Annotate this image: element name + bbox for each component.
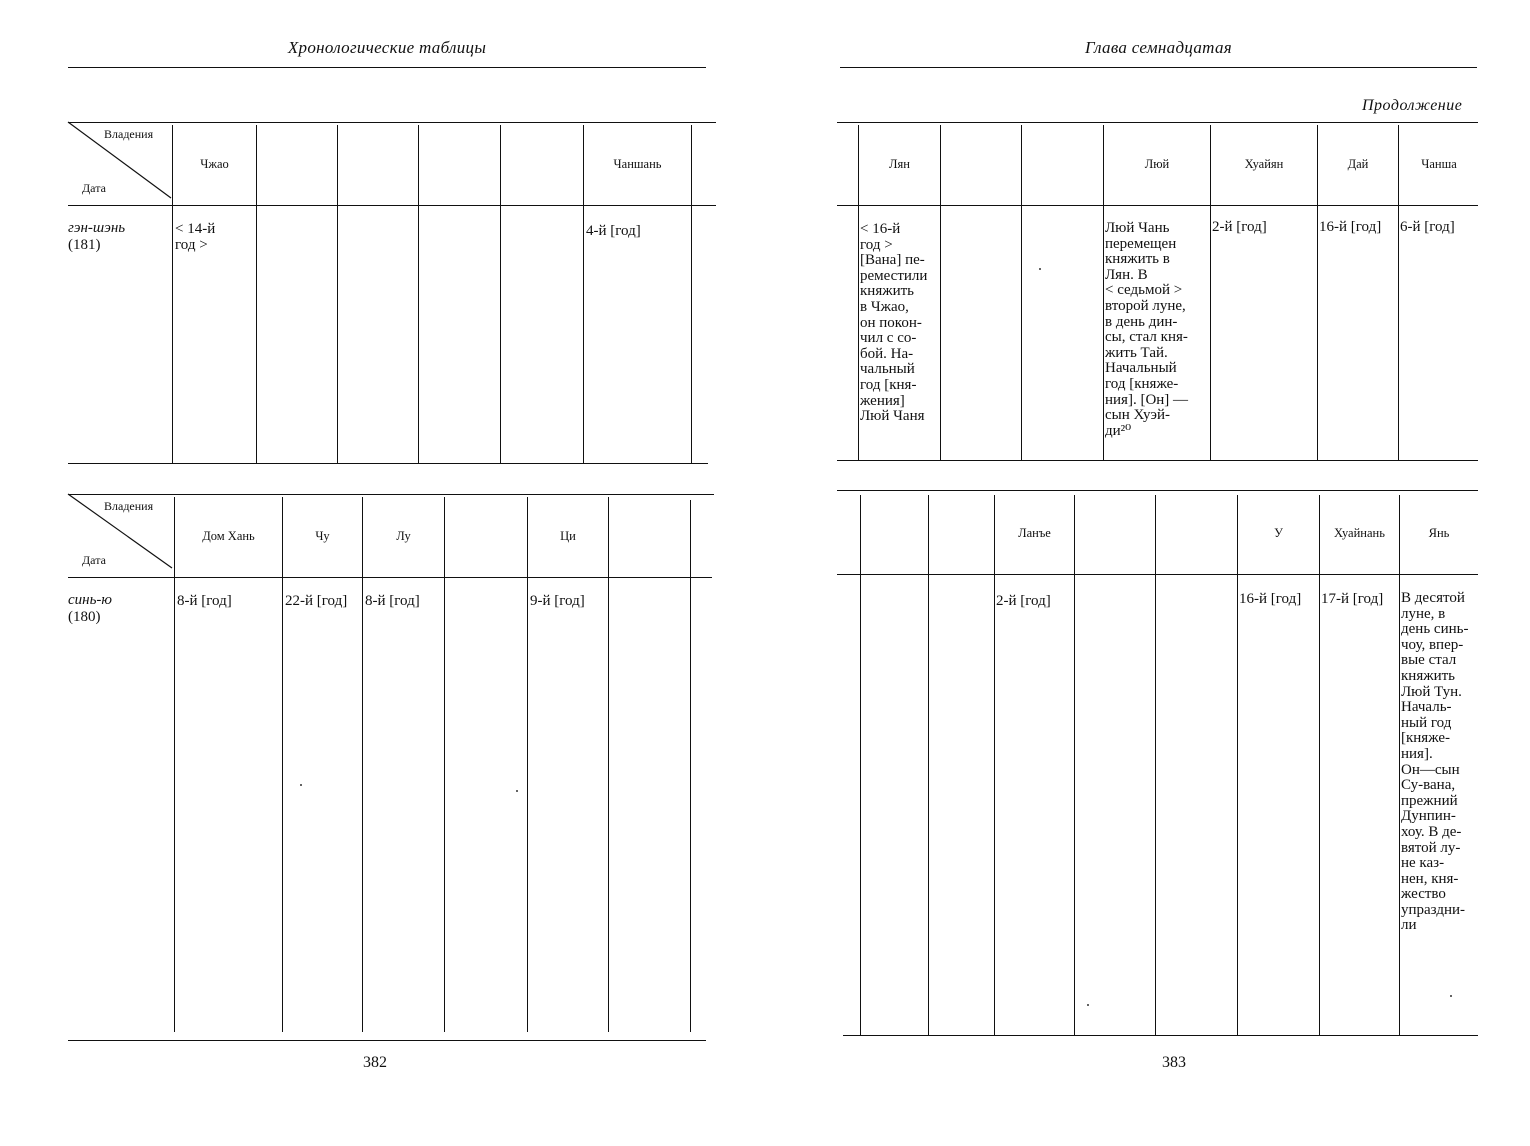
date-year-2: (180) <box>68 609 101 625</box>
date-cell-180 <box>68 592 112 626</box>
date-year: (181) <box>68 237 101 253</box>
cell-lyu-181: Люй Чань перемещен княжить в Лян. В < седьмой > второй луне, в день дин- сы, стал кня- жить Тай. Начальный год [княже- ния]. [Он] — сын Хуэй- ди²⁰ <box>1105 220 1189 439</box>
head-rule-right <box>840 67 1477 68</box>
header-changshan: Чаншань <box>613 156 662 171</box>
cell-lu-180: 8-й [год] <box>365 593 420 609</box>
cell-huainan-180: 17-й [год] <box>1321 591 1384 607</box>
header-qi: Ци <box>560 528 576 543</box>
header-yan: Янь <box>1428 525 1450 540</box>
continuation-label: Продолжение <box>1362 97 1463 114</box>
cell-changshan-181: 4-й [год] <box>586 223 641 239</box>
running-head-right: Глава семнадцатая <box>1085 38 1232 57</box>
cell-dai-181: 16-й [год] <box>1319 219 1382 235</box>
header-dom-han: Дом Хань <box>202 528 255 543</box>
cell-dom-han-180: 8-й [год] <box>177 593 232 609</box>
cell-liang-181: < 16-й год > [Вана] пе- реместили княжить в Чжао, он покон- чил с со- бой. На- чальный год [кня- жения] Люй Чаня <box>860 221 928 425</box>
running-head-left: Хронологические таблицы <box>287 38 487 57</box>
date-cycle-2: синь-ю <box>68 592 112 608</box>
header-huaiyang: Хуайян <box>1244 156 1284 171</box>
cell-huaiyang-181: 2-й [год] <box>1212 219 1267 235</box>
head-rule-left <box>68 67 706 68</box>
cell-wu-180: 16-й [год] <box>1239 591 1302 607</box>
header-dai: Дай <box>1347 156 1369 171</box>
page-number-left: 382 <box>363 1054 387 1071</box>
date-cell-181 <box>68 220 125 254</box>
date-label: Дата <box>82 181 106 195</box>
header-langye: Ланъе <box>1018 525 1051 540</box>
cell-yan-180: В десятой луне, в день синь- чоу, впер- вые стал княжить Люй Тун. Началь- ный год [княже- ния]. Он—сын Су-вана, прежний Дунпин- хоу. В де- вятой лу- не каз- нен, кня- жество упраздни- ли <box>1401 590 1469 934</box>
cell-changsha-181: 6-й [год] <box>1400 219 1455 235</box>
cell-qi-180: 9-й [год] <box>530 593 585 609</box>
header-changsha: Чанша <box>1421 156 1457 171</box>
date-cycle: гэн-шэнь <box>68 220 126 236</box>
header-liang: Лян <box>889 156 910 171</box>
cell-zhao-181: < 14-й год > <box>175 221 216 253</box>
owner-label-2: Владения <box>104 499 154 513</box>
cell-chu-180: 22-й [год] <box>285 593 348 609</box>
right-page <box>765 0 1530 1146</box>
owner-label: Владения <box>104 127 154 141</box>
date-label-2: Дата <box>82 553 106 567</box>
header-lyu: Люй <box>1144 156 1170 171</box>
header-zhao: Чжао <box>200 156 229 171</box>
header-wu: У <box>1274 525 1283 540</box>
page-number-right: 383 <box>1162 1054 1186 1071</box>
header-lu: Лу <box>396 528 411 543</box>
cell-langye-180: 2-й [год] <box>996 593 1051 609</box>
header-chu: Чу <box>315 528 330 543</box>
header-huainan: Хуайнань <box>1334 525 1385 540</box>
